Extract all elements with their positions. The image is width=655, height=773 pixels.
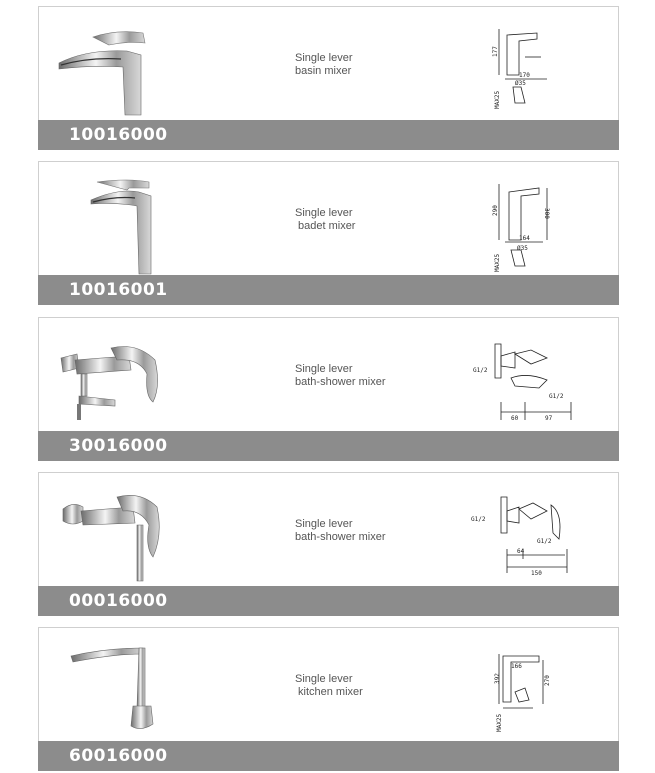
description-line-1: Single lever — [295, 52, 353, 64]
product-code: 60016000 — [69, 746, 168, 766]
description-line-1: Single lever — [295, 363, 353, 375]
dim-inlet: G1/2 — [471, 516, 486, 523]
bidet-mixer-photo — [57, 170, 172, 270]
description-line-1: Single lever — [295, 207, 353, 219]
dim-height: 290 — [492, 205, 499, 216]
technical-drawing — [485, 172, 575, 272]
bath-shower-mixer-photo — [57, 326, 172, 426]
dim-reach: 164 — [519, 235, 530, 242]
product-description — [295, 673, 363, 699]
dim-depth: 60 — [511, 415, 519, 422]
dim-max: MAX25 — [496, 713, 503, 732]
kitchen-mixer-photo — [57, 636, 172, 736]
product-card — [38, 317, 619, 461]
dim-diameter: Ø35 — [517, 245, 528, 252]
description-line-1: Single lever — [295, 673, 353, 685]
description-line-2: kitchen mixer — [298, 686, 363, 698]
dim-outlet: G1/2 — [549, 393, 564, 400]
basin-mixer-photo — [57, 15, 172, 115]
technical-drawing — [467, 328, 564, 428]
dim-outlet: G1/2 — [537, 538, 552, 545]
product-card — [38, 161, 619, 305]
technical-drawing — [467, 483, 557, 583]
product-card — [38, 627, 619, 771]
dim-reach: 166 — [511, 663, 522, 670]
product-code-bar — [38, 120, 619, 150]
dim-diameter: Ø35 — [515, 80, 526, 87]
product-description — [295, 363, 385, 389]
technical-drawing — [485, 17, 575, 117]
dim-spout-height: 270 — [544, 675, 551, 686]
dim-depth: 64 — [517, 548, 525, 555]
product-code-bar — [38, 741, 619, 771]
dim-width: 150 — [531, 570, 542, 577]
technical-drawing — [485, 638, 575, 738]
bath-shower-mixer-photo — [57, 481, 172, 581]
description-line-1: Single lever — [295, 518, 353, 530]
dim-height: 392 — [494, 673, 501, 684]
product-code-bar — [38, 431, 619, 461]
dim-total-height: 300 — [543, 208, 550, 219]
product-code-bar — [38, 586, 619, 616]
product-code: 30016000 — [69, 436, 168, 456]
dim-height: 177 — [492, 46, 499, 57]
product-code: 10016001 — [69, 280, 168, 300]
description-line-2: bath-shower mixer — [295, 376, 386, 388]
dim-max: MAX25 — [494, 253, 501, 272]
product-description — [295, 518, 385, 544]
dim-inlet: G1/2 — [473, 367, 488, 374]
dim-reach: 170 — [519, 72, 530, 79]
description-line-2: basin mixer — [295, 65, 352, 77]
description-line-2: bath-shower mixer — [295, 531, 386, 543]
product-card — [38, 6, 619, 150]
description-line-2: badet mixer — [298, 220, 356, 232]
product-description — [295, 52, 352, 78]
product-code: 00016000 — [69, 591, 168, 611]
dim-max: MAX25 — [494, 90, 501, 109]
product-card — [38, 472, 619, 616]
dim-reach: 97 — [545, 415, 553, 422]
product-code: 10016000 — [69, 125, 168, 145]
product-code-bar — [38, 275, 619, 305]
product-description — [295, 207, 355, 233]
